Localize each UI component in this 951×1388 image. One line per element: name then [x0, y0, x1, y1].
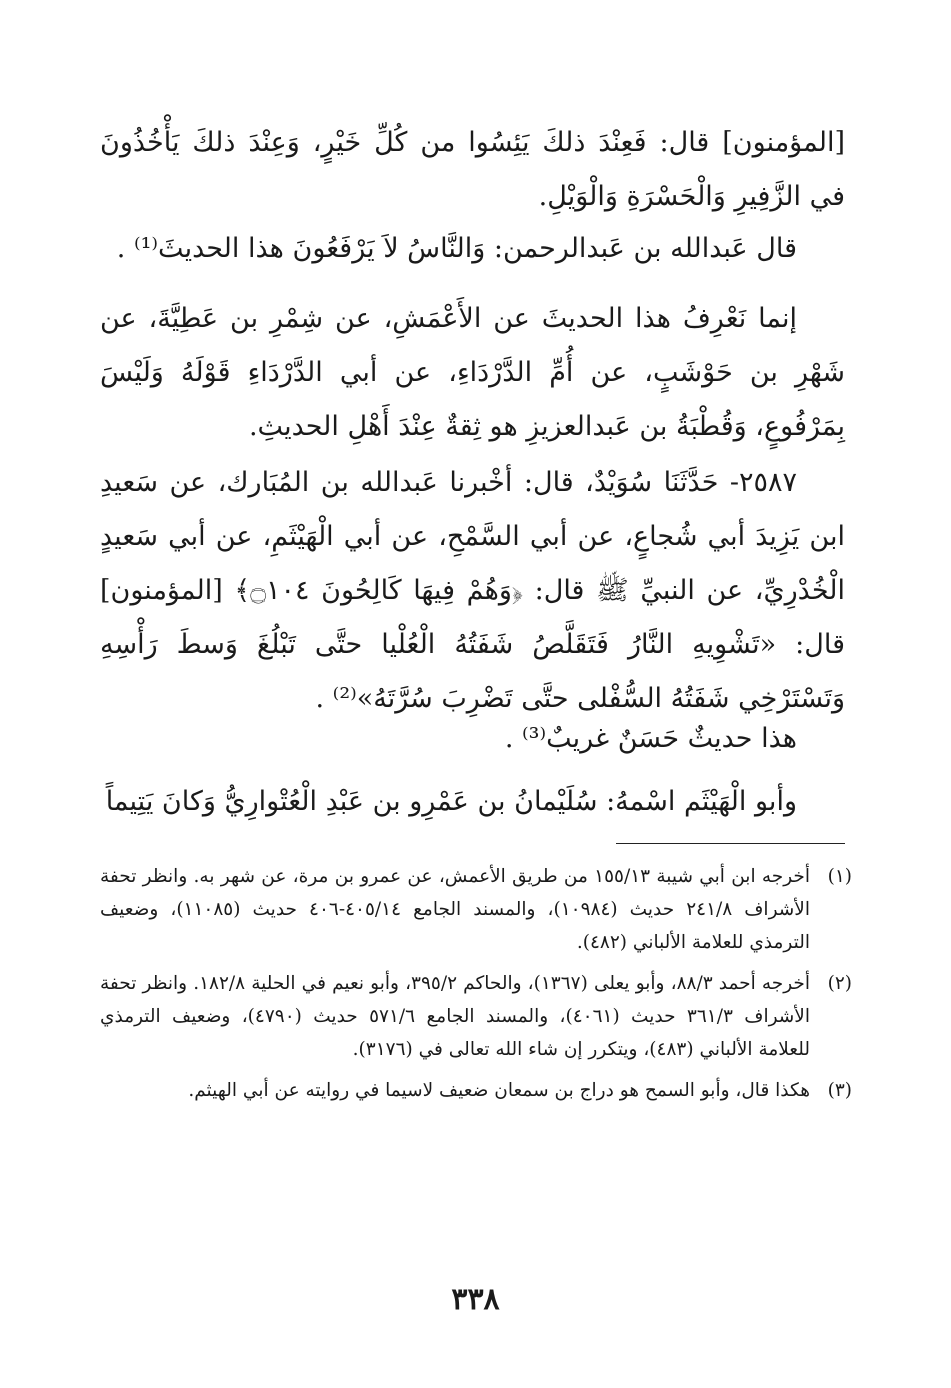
paragraph-narrator-comment: قال عَبدالله بن عَبدالرحمن: وَالنَّاسُ لاَ يَرْفَعُونَ هذا الحديثَ⁽¹⁾ .	[116, 233, 797, 264]
footnote-text: أخرجه ابن أبي شيبة ١٥٥/١٣ من طريق الأعمش، عن عمرو بن مرة، عن شهر به. وانظر تحفة الأشراف ٢٤١/٨ حديث (١٠٩٨٤)، والمسند الجامع ٤٠٥/١٤-٤٠٦ حديث (١١٠٨٥)، وضعيف الترمذي للعلامة الألباني (٤٨٢).	[100, 866, 811, 953]
footnote-item	[100, 967, 852, 1066]
footnote-text: أخرجه أحمد ٨٨/٣، وأبو يعلى (١٣٦٧)، والحاكم ٣٩٥/٢، وأبو نعيم في الحلية ١٨٢/٨. وانظر تحفة الأشراف ٣٦١/٣ حديث (٤٠٦١)، والمسند الجامع ٥٧١/٦ حديث (٤٧٩٠)، وضعيف الترمذي للعلامة الألباني (٤٨٣)، ويتكرر إن شاء الله تعالى في (٣١٧٦).	[100, 973, 811, 1060]
footnote-item	[100, 1074, 852, 1107]
page-number: ٣٣٨	[451, 1282, 500, 1317]
footnote-number: (٢)	[827, 973, 852, 994]
paragraph-grading: هذا حديثٌ حَسَنٌ غريبٌ⁽³⁾ .	[504, 723, 797, 754]
footnote-number: (٣)	[827, 1080, 852, 1101]
paragraph-verse-continuation: [المؤمنون] قال: فَعِنْدَ ذلكَ يَئِسُوا من كُلِّ خَيْرٍ، وَعِنْدَ ذلكَ يَأْخُذُونَ في الزَّفِيرِ وَالْحَسْرَةِ وَالْوَيْلِ.	[100, 127, 845, 212]
paragraph-hadith-2587: ٢٥٨٧- حَدَّثَنَا سُوَيْدٌ، قال: أخْبرنا عَبدالله بن المُبَارك، عن سَعيدِ ابن يَزِيدَ أبي شُجاعٍ، عن أبي السَّمْحِ، عن أبي الْهَيْثَمِ، عن أبي سَعيدٍ الْخُدْرِيِّ، عن النبيِّ ﷺ قال: ﴿وَهُمْ فِيهَا كَالِحُونَ ۝١٠٤﴾ [المؤمنون] قال: «تَشْوِيهِ النَّارُ فَتَقَلَّصُ شَفَتُهُ الْعُلْيا حتَّى تَبْلُغَ وَسطَ رَأْسِهِ وَتَسْتَرْخِي شَفَتُهُ السُّفْلى حتَّى تَضْرِبَ سُرَّتَهُ»⁽²⁾ .	[100, 467, 845, 714]
paragraph-narrator-name: وأبو الْهَيْثَم اسْمهُ: سُلَيْمانُ بن عَمْرِو بن عَبْدِ الْعُتْوارِيُّ وَكانَ يَتِيماً	[105, 786, 797, 817]
footnote-item	[100, 860, 852, 959]
paragraph-chain-note: إنما نَعْرِفُ هذا الحديثَ عن الأَعْمَشِ، عن شِمْرِ بن عَطِيَّةَ، عن شَهْرِ بن حَوْشَبٍ، عن أُمِّ الدَّرْدَاءِ، عن أبي الدَّرْدَاءِ قَوْلَهُ وَلَيْسَ بِمَرْفُوعٍ، وَقُطْبَةُ بن عَبدالعزيزِ هو ثِقةٌ عِنْدَ أَهْلِ الحديثِ.	[100, 303, 845, 442]
footnote-divider	[616, 843, 845, 844]
footnote-number: (١)	[827, 866, 852, 887]
footnotes	[100, 860, 852, 1115]
footnote-text: هكذا قال، وأبو السمح هو دراج بن سمعان ضعيف لاسيما في روايته عن أبي الهيثم.	[188, 1080, 810, 1101]
